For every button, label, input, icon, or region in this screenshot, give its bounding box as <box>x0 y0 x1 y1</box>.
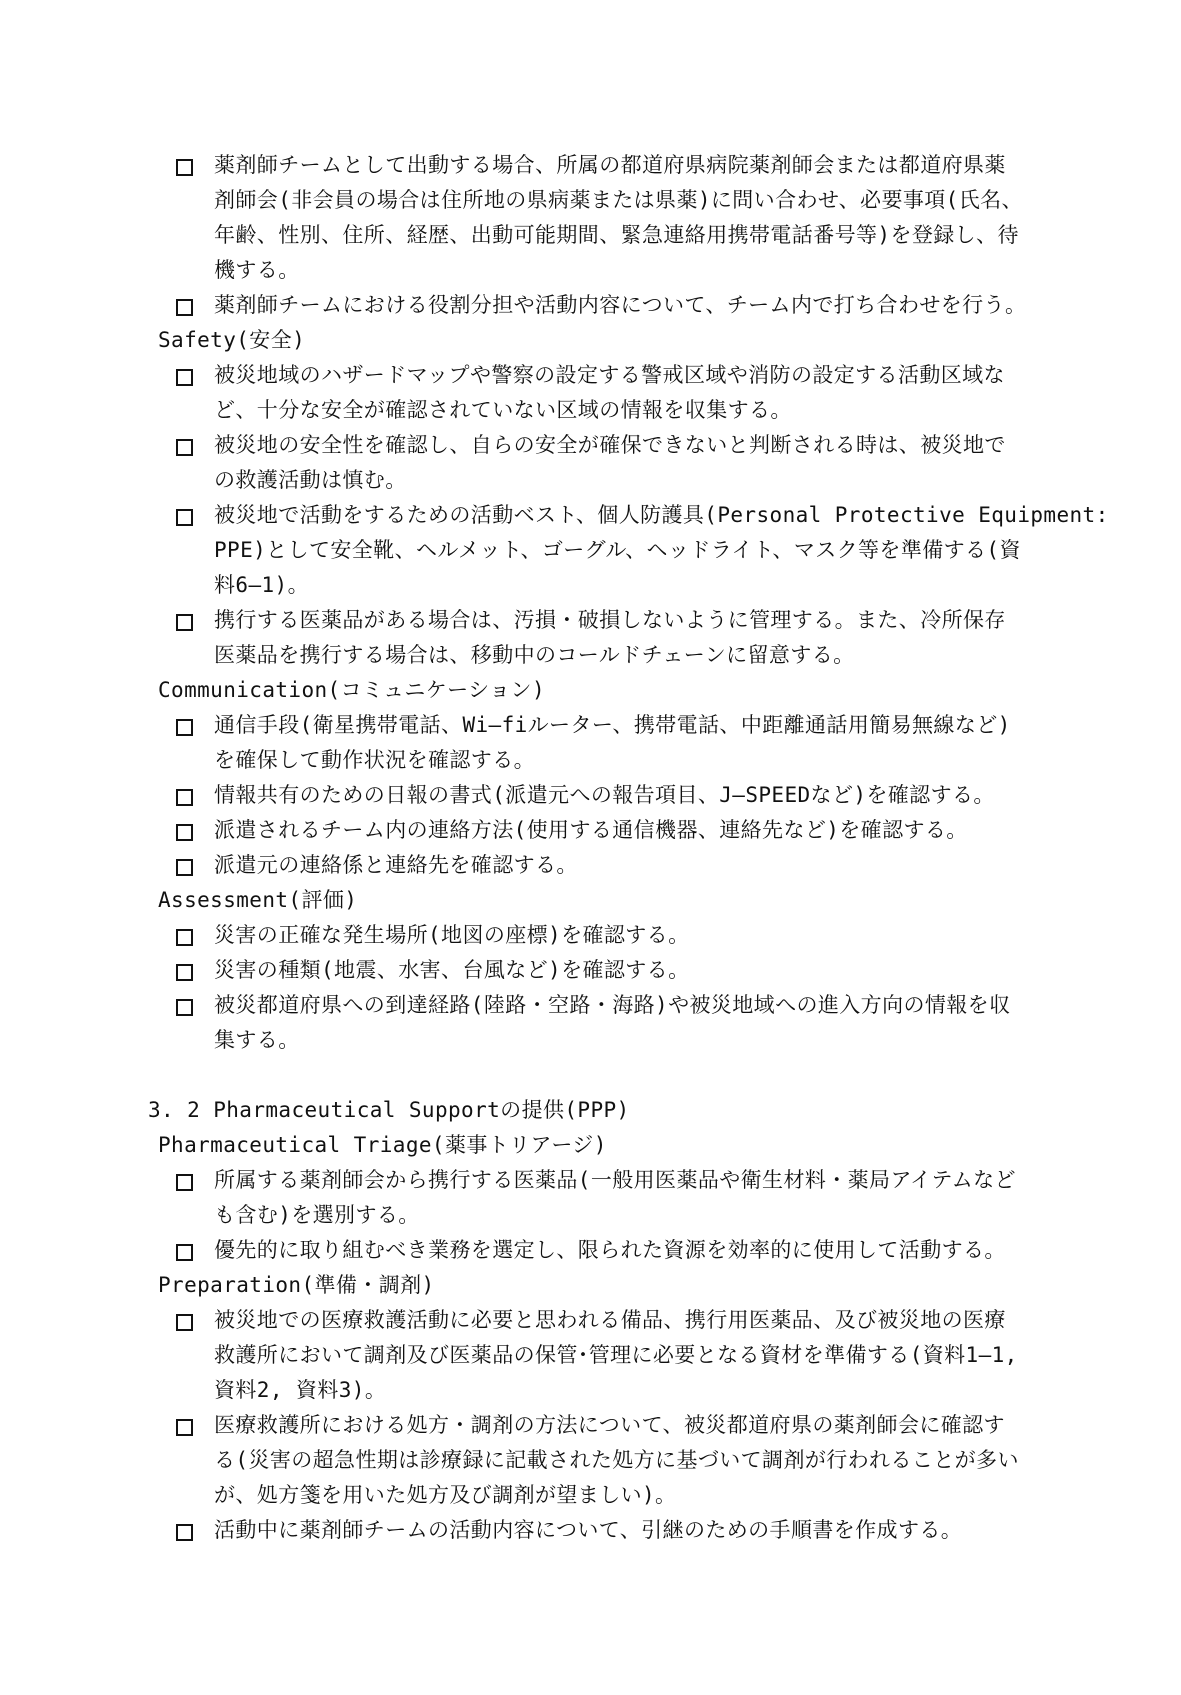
checklist-item-text: 年齢、性別、住所、経歴、出動可能期間、緊急連絡用携帯電話番号等)を登録し、待 <box>214 223 1019 247</box>
checkbox[interactable] <box>176 859 193 876</box>
checklist-item-text: 被災地域のハザードマップや警察の設定する警戒区域や消防の設定する活動区域な <box>214 363 1005 387</box>
checklist-item-text: 優先的に取り組むべき業務を選定し、限られた資源を効率的に使用して活動する。 <box>214 1238 1006 1262</box>
checkbox[interactable] <box>176 789 193 806</box>
checkbox[interactable] <box>176 999 193 1016</box>
section-heading: Pharmaceutical Triage(薬事トリアージ) <box>158 1133 607 1157</box>
checkbox[interactable] <box>176 439 193 456</box>
checklist-item-text: も含む)を選別する。 <box>214 1203 420 1227</box>
checkbox[interactable] <box>176 614 193 631</box>
checkbox[interactable] <box>176 299 193 316</box>
checklist-item-text: 活動中に薬剤師チームの活動内容について、引継のための手順書を作成する。 <box>214 1518 963 1542</box>
checklist-item-text: の救護活動は慎む。 <box>214 468 407 492</box>
section-heading: Preparation(準備・調剤) <box>158 1273 435 1297</box>
checklist-item-text: 料6―1)。 <box>214 573 309 597</box>
checkbox[interactable] <box>176 964 193 981</box>
checkbox[interactable] <box>176 1524 193 1541</box>
checklist-item-text: る(災害の超急性期は診療録に記載された処方に基づいて調剤が行われることが多い <box>214 1448 1019 1472</box>
checklist-item-text: 被災都道府県への到達経路(陸路・空路・海路)や被災地域への進入方向の情報を収 <box>214 993 1011 1017</box>
checklist-item-text: 被災地で活動をするための活動ベスト、個人防護具(Personal Protective Equipment: <box>214 503 1109 527</box>
checklist-item-text: 薬剤師チームとして出動する場合、所属の都道府県病院薬剤師会または都道府県薬 <box>214 153 1006 177</box>
checkbox[interactable] <box>176 824 193 841</box>
checklist-item-text: が、処方箋を用いた処方及び調剤が望ましい)。 <box>214 1483 677 1507</box>
checklist-item-text: 所属する薬剤師会から携行する医薬品(一般用医薬品や衛生材料・薬局アイテムなど <box>214 1168 1016 1192</box>
checkbox[interactable] <box>176 719 193 736</box>
checklist-item-text: 資料2, 資料3)。 <box>214 1378 387 1402</box>
section-heading: Assessment(評価) <box>158 888 358 912</box>
section-heading: Safety(安全) <box>158 328 306 352</box>
checklist-item-text: 医薬品を携行する場合は、移動中のコールドチェーンに留意する。 <box>214 643 855 667</box>
checklist-item-text: を確保して動作状況を確認する。 <box>214 748 535 772</box>
checklist-item-text: 医療救護所における処方・調剤の方法について、被災都道府県の薬剤師会に確認す <box>214 1413 1005 1437</box>
checklist-item-text: 情報共有のための日報の書式(派遣元への報告項目、J―SPEEDなど)を確認する。 <box>214 783 995 807</box>
checklist-item-text: 通信手段(衛星携帯電話、Wi―fiルーター、携帯電話、中距離通話用簡易無線など) <box>214 713 1011 737</box>
checkbox[interactable] <box>176 159 193 176</box>
checkbox[interactable] <box>176 1174 193 1191</box>
checkbox[interactable] <box>176 509 193 526</box>
checkbox[interactable] <box>176 369 193 386</box>
checklist-item-text: 携行する医薬品がある場合は、汚損・破損しないように管理する。また、冷所保存 <box>214 608 1006 632</box>
checklist-item-text: 派遣されるチーム内の連絡方法(使用する通信機器、連絡先など)を確認する。 <box>214 818 968 842</box>
checklist-item-text: 救護所において調剤及び医薬品の保管･管理に必要となる資材を準備する(資料1―1, <box>214 1343 1018 1367</box>
checklist-item-text: ど、十分な安全が確認されていない区域の情報を収集する。 <box>214 398 792 422</box>
checklist-item-text: 被災地での医療救護活動に必要と思われる備品、携行用医薬品、及び被災地の医療 <box>214 1308 1006 1332</box>
checkbox[interactable] <box>176 1314 193 1331</box>
checklist-item-text: 災害の種類(地震、水害、台風など)を確認する。 <box>214 958 690 982</box>
checklist-item-text: 剤師会(非会員の場合は住所地の県病薬または県薬)に問い合わせ、必要事項(氏名、 <box>214 188 1023 212</box>
checkbox[interactable] <box>176 1419 193 1436</box>
checklist-item-text: 災害の正確な発生場所(地図の座標)を確認する。 <box>214 923 690 947</box>
checkbox[interactable] <box>176 929 193 946</box>
checklist-item-text: 機する。 <box>214 258 300 282</box>
section-title: 3. 2 Pharmaceutical Supportの提供(PPP) <box>148 1098 630 1122</box>
section-heading: Communication(コミュニケーション) <box>158 678 545 702</box>
checklist-item-text: PPE)として安全靴、ヘルメット、ゴーグル、ヘッドライト、マスク等を準備する(資 <box>214 538 1021 562</box>
checklist-item-text: 集する。 <box>214 1028 300 1052</box>
checklist-item-text: 派遣元の連絡係と連絡先を確認する。 <box>214 853 578 877</box>
checklist-item-text: 被災地の安全性を確認し、自らの安全が確保できないと判断される時は、被災地で <box>214 433 1006 457</box>
checklist-item-text: 薬剤師チームにおける役割分担や活動内容について、チーム内で打ち合わせを行う。 <box>214 293 1027 317</box>
checkbox[interactable] <box>176 1244 193 1261</box>
